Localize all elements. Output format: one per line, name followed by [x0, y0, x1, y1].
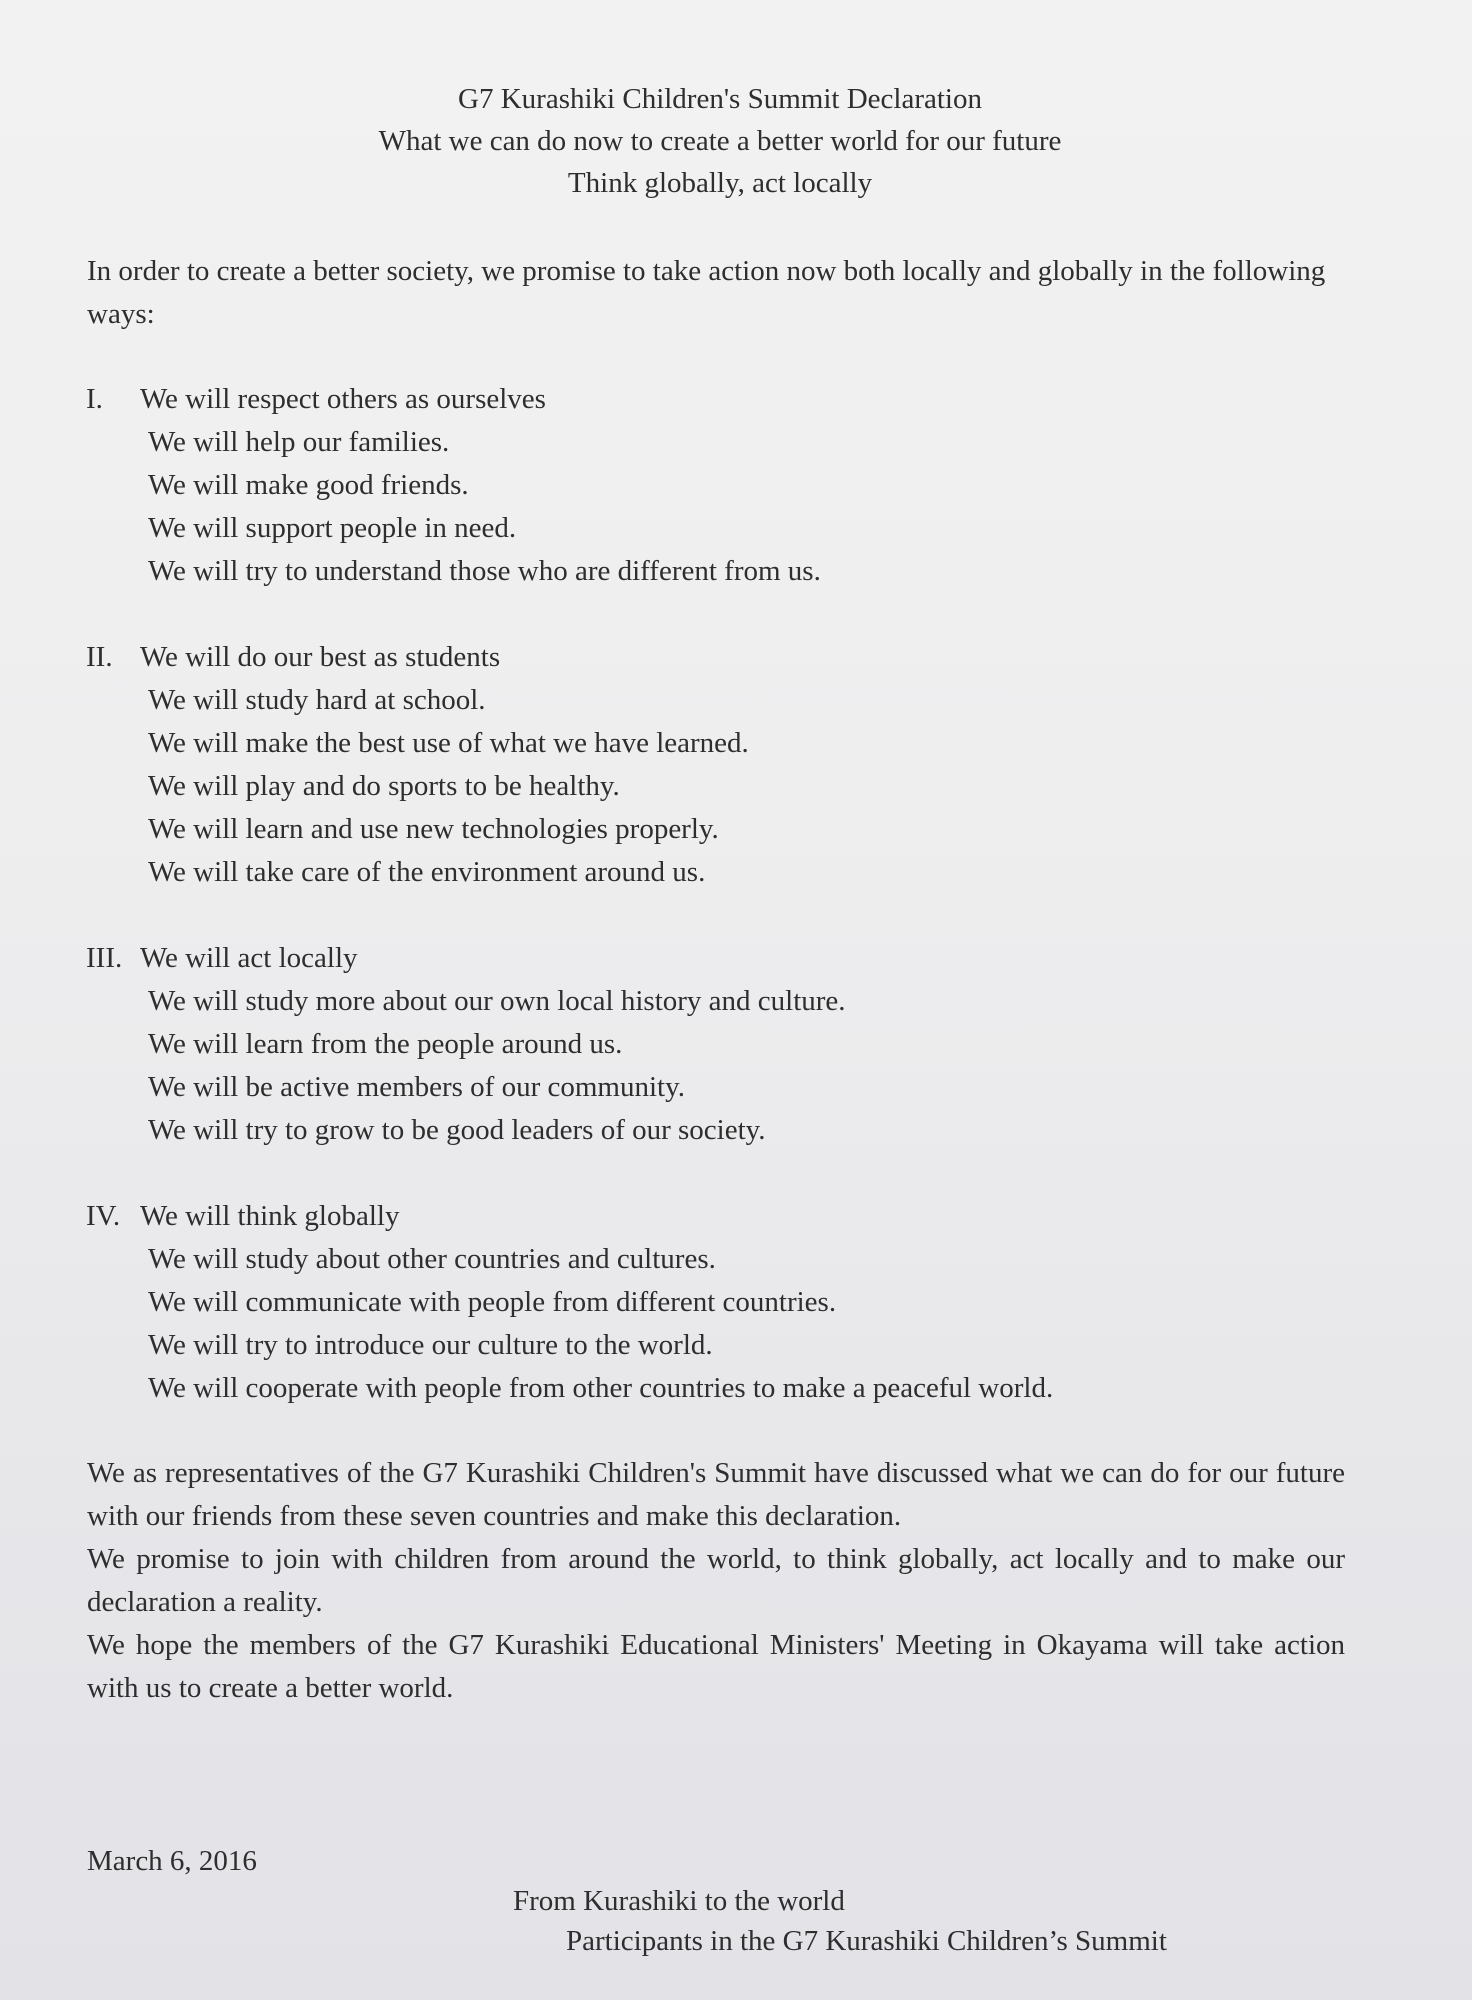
section-heading: [86, 937, 1386, 980]
declaration-date: March 6, 2016: [87, 1845, 257, 1877]
closing-paragraph: We hope the members of the G7 Kurashiki Educational Ministers' Meeting in Okayama will take action with us to create a better world.: [87, 1629, 1345, 1704]
list-item: We will support people in need.: [148, 512, 517, 544]
list-item: We will try to introduce our culture to the world.: [148, 1329, 713, 1361]
list-item: We will play and do sports to be healthy.: [148, 770, 620, 802]
closing-statement: [87, 1452, 1345, 1710]
list-item: We will take care of the environment around us.: [148, 856, 706, 888]
section-heading-text: We will respect others as ourselves: [140, 383, 546, 415]
section-heading-text: We will do our best as students: [140, 641, 501, 673]
section-2: [86, 636, 1386, 894]
section-numeral: III.: [86, 942, 123, 974]
title-block: [0, 78, 1440, 204]
closing-paragraph: We promise to join with children from around the world, to think globally, act locally and to make our declaration a reality.: [87, 1543, 1345, 1618]
section-heading: [86, 636, 1386, 679]
section-heading: [86, 1195, 1386, 1238]
list-item: We will learn and use new technologies properly.: [148, 813, 719, 845]
list-item: We will try to grow to be good leaders of our society.: [148, 1114, 766, 1146]
document-motto: Think globally, act locally: [567, 167, 873, 199]
section-numeral: I.: [86, 383, 103, 415]
section-heading-text: We will think globally: [140, 1200, 400, 1232]
section-4: [86, 1195, 1386, 1410]
section-heading-text: We will act locally: [140, 942, 358, 974]
list-item: We will try to understand those who are different from us.: [148, 555, 821, 587]
list-item: We will study hard at school.: [148, 684, 486, 716]
closing-paragraph: We as representatives of the G7 Kurashiki Children's Summit have discussed what we can do for our future with our friends from these seven countries and make this declaration.: [87, 1457, 1345, 1532]
list-item: We will be active members of our community.: [148, 1071, 685, 1103]
section-1: [86, 378, 1386, 593]
list-item: We will study more about our own local history and culture.: [148, 985, 846, 1017]
intro-paragraph: In order to create a better society, we promise to take action now both locally and globally in the following ways:: [87, 255, 1326, 330]
list-item: We will help our families.: [148, 426, 450, 458]
list-item: We will make good friends.: [148, 469, 469, 501]
section-3: [86, 937, 1386, 1152]
section-heading: [86, 378, 1386, 421]
list-item: We will study about other countries and cultures.: [148, 1243, 716, 1275]
document-subtitle: What we can do now to create a better world for our future: [378, 125, 1062, 157]
signoff-line-2: Participants in the G7 Kurashiki Children’s Summit: [566, 1925, 1167, 1957]
section-numeral: IV.: [86, 1200, 121, 1232]
list-item: We will communicate with people from different countries.: [148, 1286, 837, 1318]
list-item: We will cooperate with people from other countries to make a peaceful world.: [148, 1372, 1054, 1404]
list-item: We will learn from the people around us.: [148, 1028, 623, 1060]
signoff-line-1: From Kurashiki to the world: [513, 1885, 845, 1917]
list-item: We will make the best use of what we have learned.: [148, 727, 749, 759]
document-title: G7 Kurashiki Children's Summit Declaration: [458, 83, 982, 115]
section-numeral: II.: [86, 641, 113, 673]
